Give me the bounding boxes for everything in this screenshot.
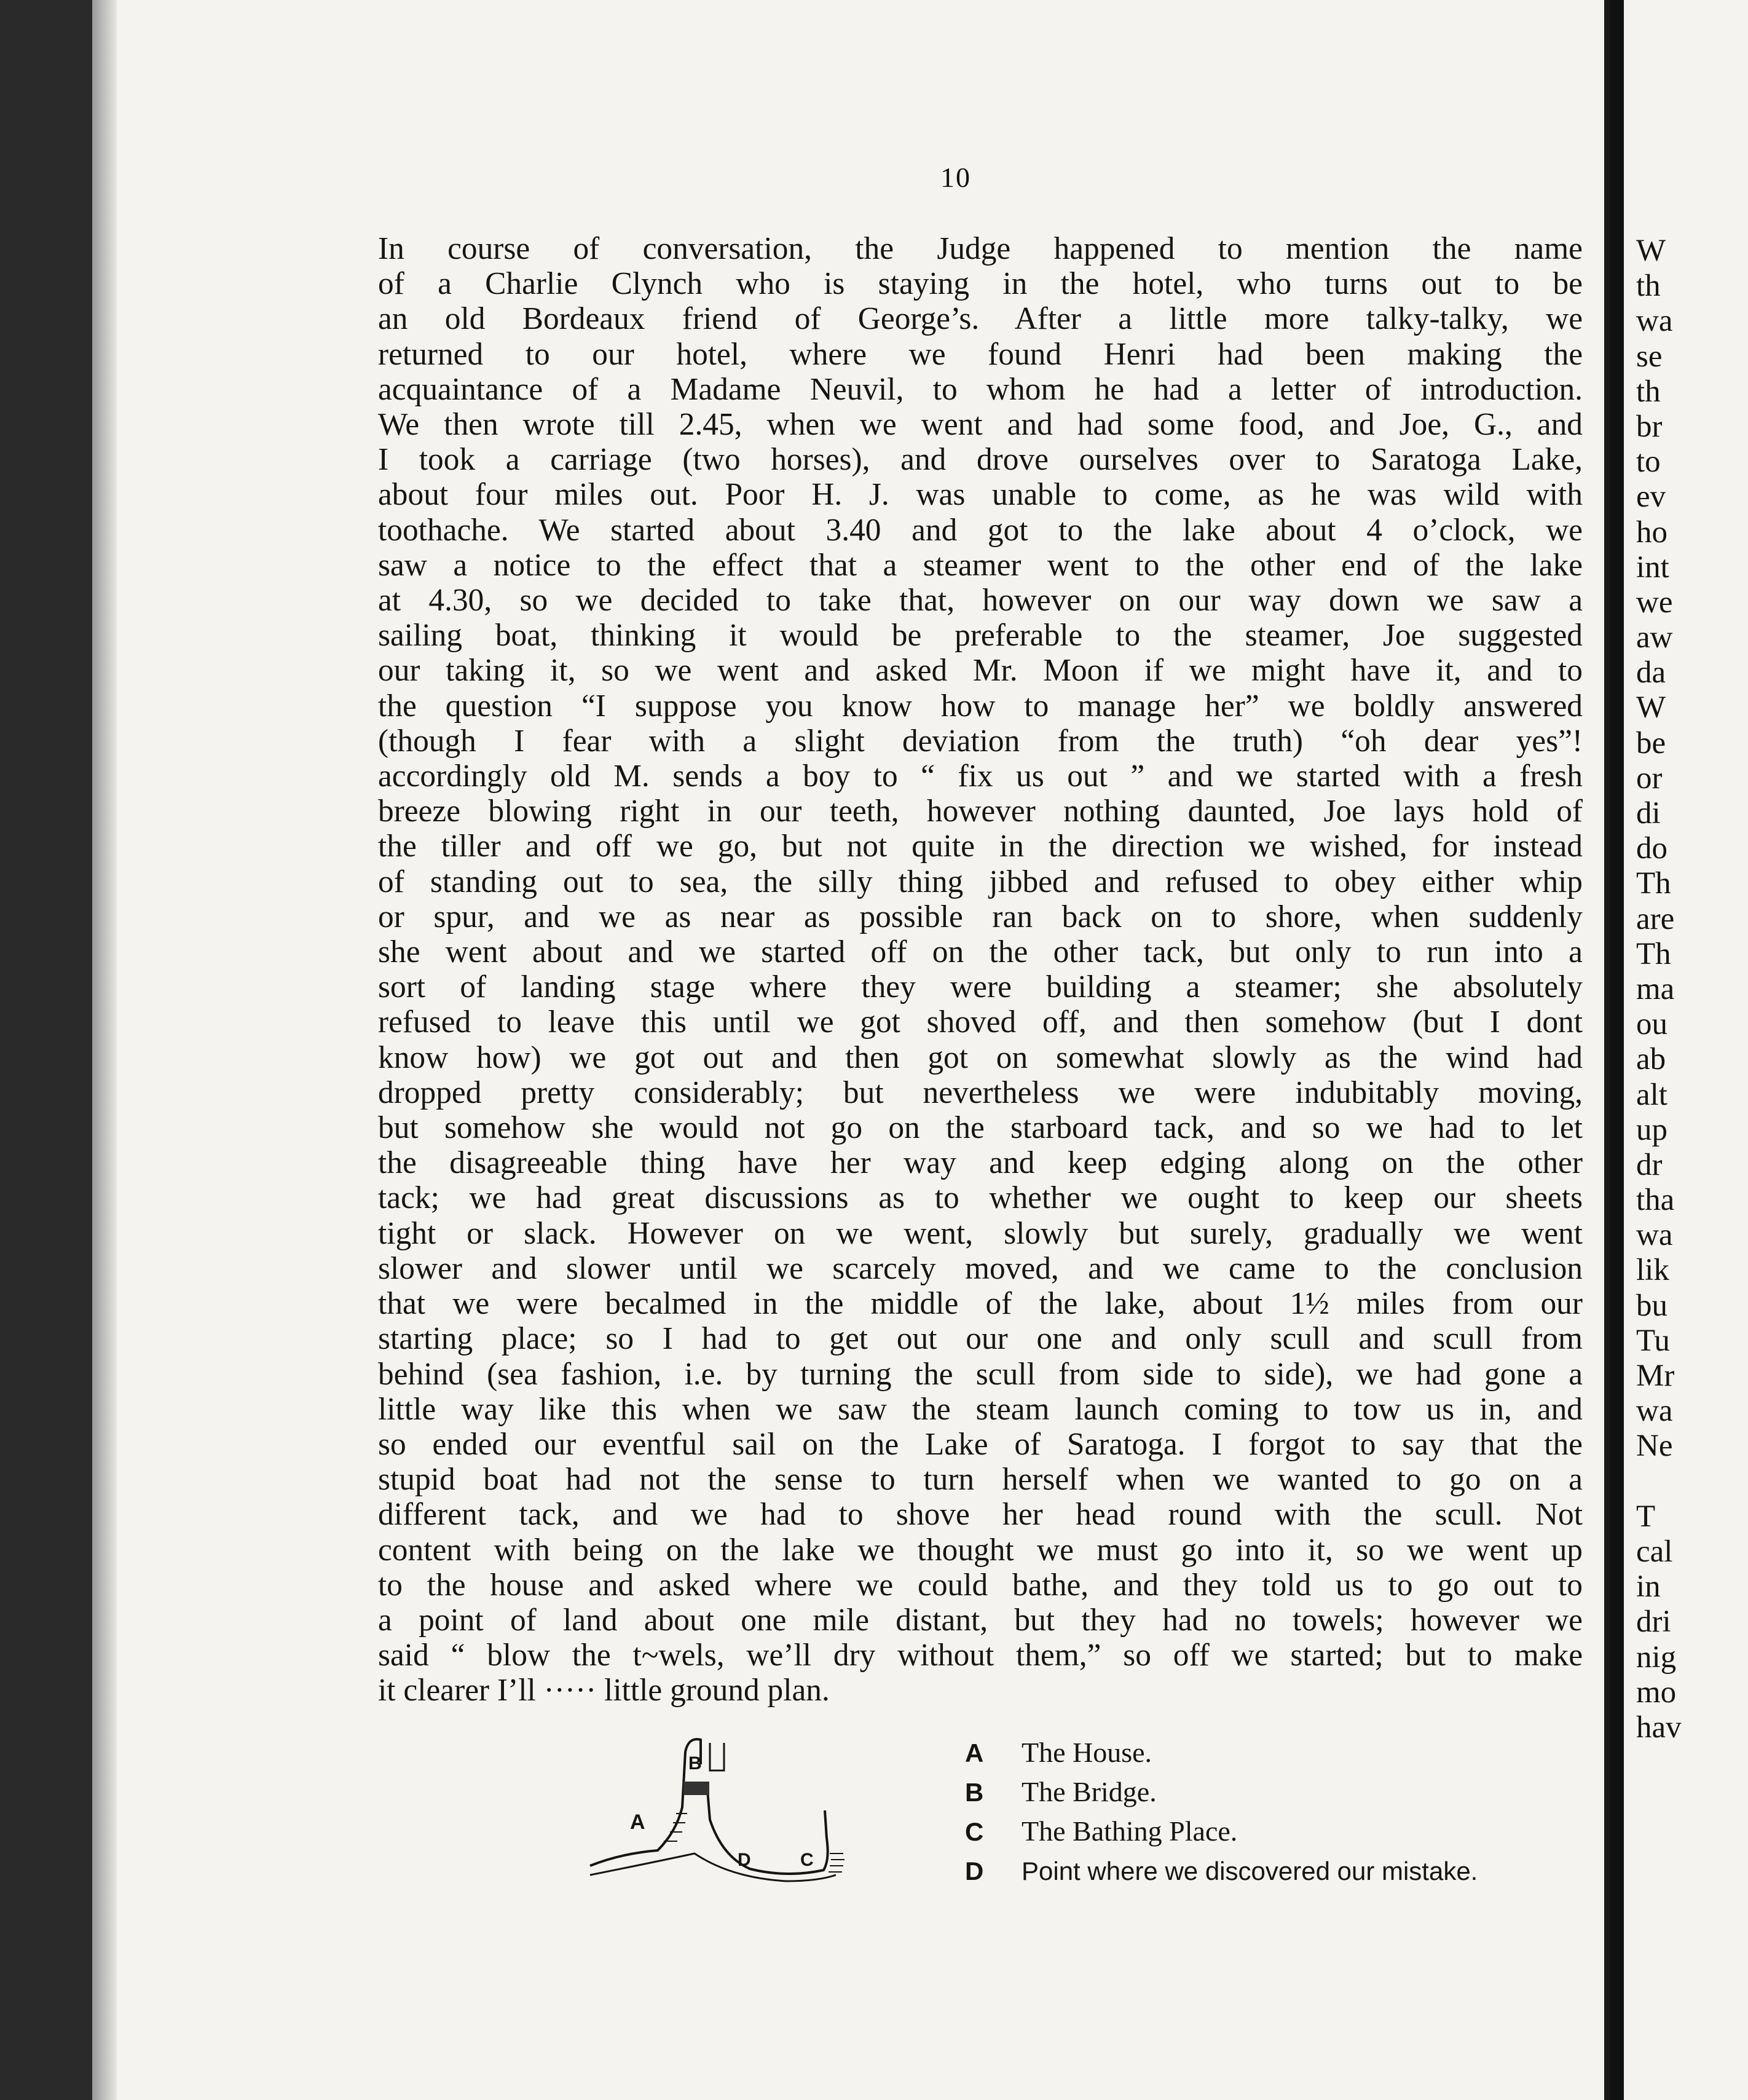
text-line: tack; we had great discussions as to whether we ought to keep our sheets <box>378 1180 1583 1216</box>
diagram-legend <box>965 1736 1478 1893</box>
diagram-label-d: D <box>738 1850 751 1870</box>
fragment-line: dri <box>1636 1605 1671 1640</box>
text-line: an old Bordeaux friend of George’s. After a little more talky-talky, we <box>378 301 1583 337</box>
text-line: that we were becalmed in the middle of the lake, about 1½ miles from our <box>378 1286 1583 1322</box>
fragment-line: Ne <box>1636 1429 1673 1464</box>
fragment-line: se <box>1636 339 1663 374</box>
diagram-label-a: A <box>630 1810 645 1834</box>
legend-item <box>965 1736 1478 1775</box>
text-line: I took a carriage (two horses), and drove ourselves over to Saratoga Lake, <box>378 442 1583 478</box>
legend-item <box>965 1854 1478 1893</box>
book-page <box>92 0 1610 2100</box>
text-line: different tack, and we had to shove her head round with the scull. Not <box>378 1497 1583 1533</box>
fragment-line: Th <box>1636 866 1671 901</box>
text-line: it clearer I’ll ····· little ground plan. <box>378 1673 830 1708</box>
page-edge <box>1604 0 1610 2100</box>
text-line: of standing out to sea, the silly thing jibbed and refused to obey either whip <box>378 864 1583 899</box>
text-line: but somehow she would not go on the starboard tack, and so we had to let <box>378 1110 1583 1146</box>
text-line: the tiller and off we go, but not quite in the direction we wished, for instead <box>378 829 1583 864</box>
fragment-line: ou <box>1636 1007 1667 1042</box>
fragment-line: ho <box>1636 515 1667 550</box>
fragment-line: hav <box>1636 1710 1682 1745</box>
adjacent-page <box>1624 0 1748 2100</box>
fragment-line: to <box>1636 444 1661 480</box>
diagram-label-c: C <box>800 1850 814 1870</box>
text-line: refused to leave this until we got shoved off, and then somehow (but I dont <box>378 1005 1583 1040</box>
fragment-line: ev <box>1636 480 1666 515</box>
fragment-line: th <box>1636 374 1661 409</box>
text-line: to the house and asked where we could bathe, and they told us to go out to <box>378 1567 1583 1603</box>
legend-text: The House. <box>1022 1737 1152 1768</box>
text-line: stupid boat had not the sense to turn herself when we wanted to go on a <box>378 1462 1583 1498</box>
ground-plan-diagram <box>584 1727 854 1893</box>
legend-key: C <box>965 1817 984 1846</box>
text-line: toothache. We started about 3.40 and got to the lake about 4 o’clock, we <box>378 512 1583 548</box>
fragment-line: mo <box>1636 1675 1677 1710</box>
fragment-line: dr <box>1636 1147 1663 1182</box>
text-line: she went about and we started off on the other tack, but only to run into a <box>378 934 1583 970</box>
fragment-line: int <box>1636 550 1669 585</box>
text-line: at 4.30, so we decided to take that, however on our way down we saw a <box>378 583 1583 618</box>
legend-text: The Bathing Place. <box>1022 1815 1238 1847</box>
fragment-line: br <box>1636 409 1663 444</box>
text-line: accordingly old M. sends a boy to “ fix us out ” and we started with a fresh <box>378 759 1583 794</box>
fragment-line: ab <box>1636 1042 1666 1077</box>
adjacent-page-text <box>1636 234 1682 1745</box>
fragment-line: Mr <box>1636 1359 1675 1393</box>
fragment-line: do <box>1636 831 1667 866</box>
legend-text: The Bridge. <box>1022 1776 1157 1807</box>
text-line: so ended our eventful sail on the Lake of Saratoga. I forgot to say that the <box>378 1426 1583 1462</box>
text-line: saw a notice to the effect that a steamer went to the other end of the lake <box>378 547 1583 583</box>
legend-key: D <box>965 1857 984 1885</box>
fragment-line: are <box>1636 901 1675 936</box>
text-line: about four miles out. Poor H. J. was unable to come, as he was wild with <box>378 477 1583 513</box>
fragment-line: Th <box>1636 936 1671 971</box>
fragment-line: bu <box>1636 1288 1667 1323</box>
legend-text: Point where we discovered our mistake. <box>1022 1857 1478 1885</box>
legend-item <box>965 1815 1478 1854</box>
fragment-line: up <box>1636 1112 1667 1147</box>
fragment-line: be <box>1636 725 1666 760</box>
fragment-line: da <box>1636 655 1666 690</box>
fragment-line: in <box>1636 1569 1661 1605</box>
text-line: said “ blow the t~wels, we’ll dry without them,” so off we started; but to make <box>378 1638 1583 1673</box>
page-number: 10 <box>940 162 971 193</box>
fragment-line: W <box>1636 690 1666 725</box>
text-line: tight or slack. However on we went, slowly but surely, gradually we went <box>378 1215 1583 1251</box>
text-line: our taking it, so we went and asked Mr. Moon if we might have it, and to <box>378 653 1583 689</box>
text-line: know how) we got out and then got on somewhat slowly as the wind had <box>378 1040 1583 1075</box>
fragment-line: T <box>1636 1499 1656 1534</box>
legend-item <box>965 1775 1478 1815</box>
fragment-line: ma <box>1636 971 1675 1006</box>
legend-key: B <box>965 1778 984 1807</box>
fragment-line: wa <box>1636 304 1673 339</box>
diagram-label-b: B <box>688 1753 702 1774</box>
fragment-line: or <box>1636 760 1663 795</box>
fragment-line: alt <box>1636 1077 1667 1112</box>
text-line: dropped pretty considerably; but nevertheless we were indubitably moving, <box>378 1075 1583 1110</box>
text-line: We then wrote till 2.45, when we went and had some food, and Joe, G., and <box>378 407 1583 443</box>
text-line: breeze blowing right in our teeth, however nothing daunted, Joe lays hold of <box>378 794 1583 829</box>
text-line: returned to our hotel, where we found Henri had been making the <box>378 336 1583 372</box>
fragment-line: W <box>1636 234 1666 268</box>
fragment-line: lik <box>1636 1253 1669 1288</box>
text-line: the disagreeable thing have her way and keep edging along on the other <box>378 1145 1583 1181</box>
text-line: sailing boat, thinking it would be preferable to the steamer, Joe suggested <box>378 618 1583 653</box>
text-line: acquaintance of a Madame Neuvil, to whom he had a letter of introduction. <box>378 371 1583 407</box>
fragment-line: di <box>1636 796 1661 831</box>
text-line: content with being on the lake we thought we must go into it, so we went up <box>378 1532 1583 1568</box>
text-line: of a Charlie Clynch who is staying in the hotel, who turns out to be <box>378 266 1583 302</box>
text-line: behind (sea fashion, i.e. by turning the scull from side to side), we had gone a <box>378 1356 1583 1392</box>
book-gutter <box>1610 0 1624 2100</box>
text-line: the question “I suppose you know how to manage her” we boldly answered <box>378 688 1583 724</box>
fragment-line: aw <box>1636 620 1673 655</box>
text-line: little way like this when we saw the steam launch coming to tow us in, and <box>378 1391 1583 1427</box>
fragment-line <box>1636 1464 1682 1499</box>
text-line: slower and slower until we scarcely moved, and we came to the conclusion <box>378 1250 1583 1286</box>
fragment-line: tha <box>1636 1183 1675 1218</box>
fragment-line: cal <box>1636 1534 1673 1569</box>
fragment-line: nig <box>1636 1640 1677 1675</box>
text-line: a point of land about one mile distant, but they had no towels; however we <box>378 1602 1583 1638</box>
fragment-line: wa <box>1636 1218 1673 1253</box>
body-paragraph <box>378 231 1583 1708</box>
fragment-line: th <box>1636 269 1661 304</box>
text-line: In course of conversation, the Judge happened to mention the name <box>378 231 1583 266</box>
legend-key: A <box>965 1739 984 1767</box>
text-line: starting place; so I had to get out our one and only scull and scull from <box>378 1321 1583 1357</box>
fragment-line: wa <box>1636 1394 1673 1429</box>
fragment-line: we <box>1636 585 1673 620</box>
page-binding-shadow <box>92 0 117 2100</box>
text-line: or spur, and we as near as possible ran back on to shore, when suddenly <box>378 899 1583 934</box>
fragment-line: Tu <box>1636 1323 1670 1358</box>
text-line: (though I fear with a slight deviation from the truth) “oh dear yes”! <box>378 723 1583 759</box>
text-line: sort of landing stage where they were building a steamer; she absolutely <box>378 969 1583 1005</box>
